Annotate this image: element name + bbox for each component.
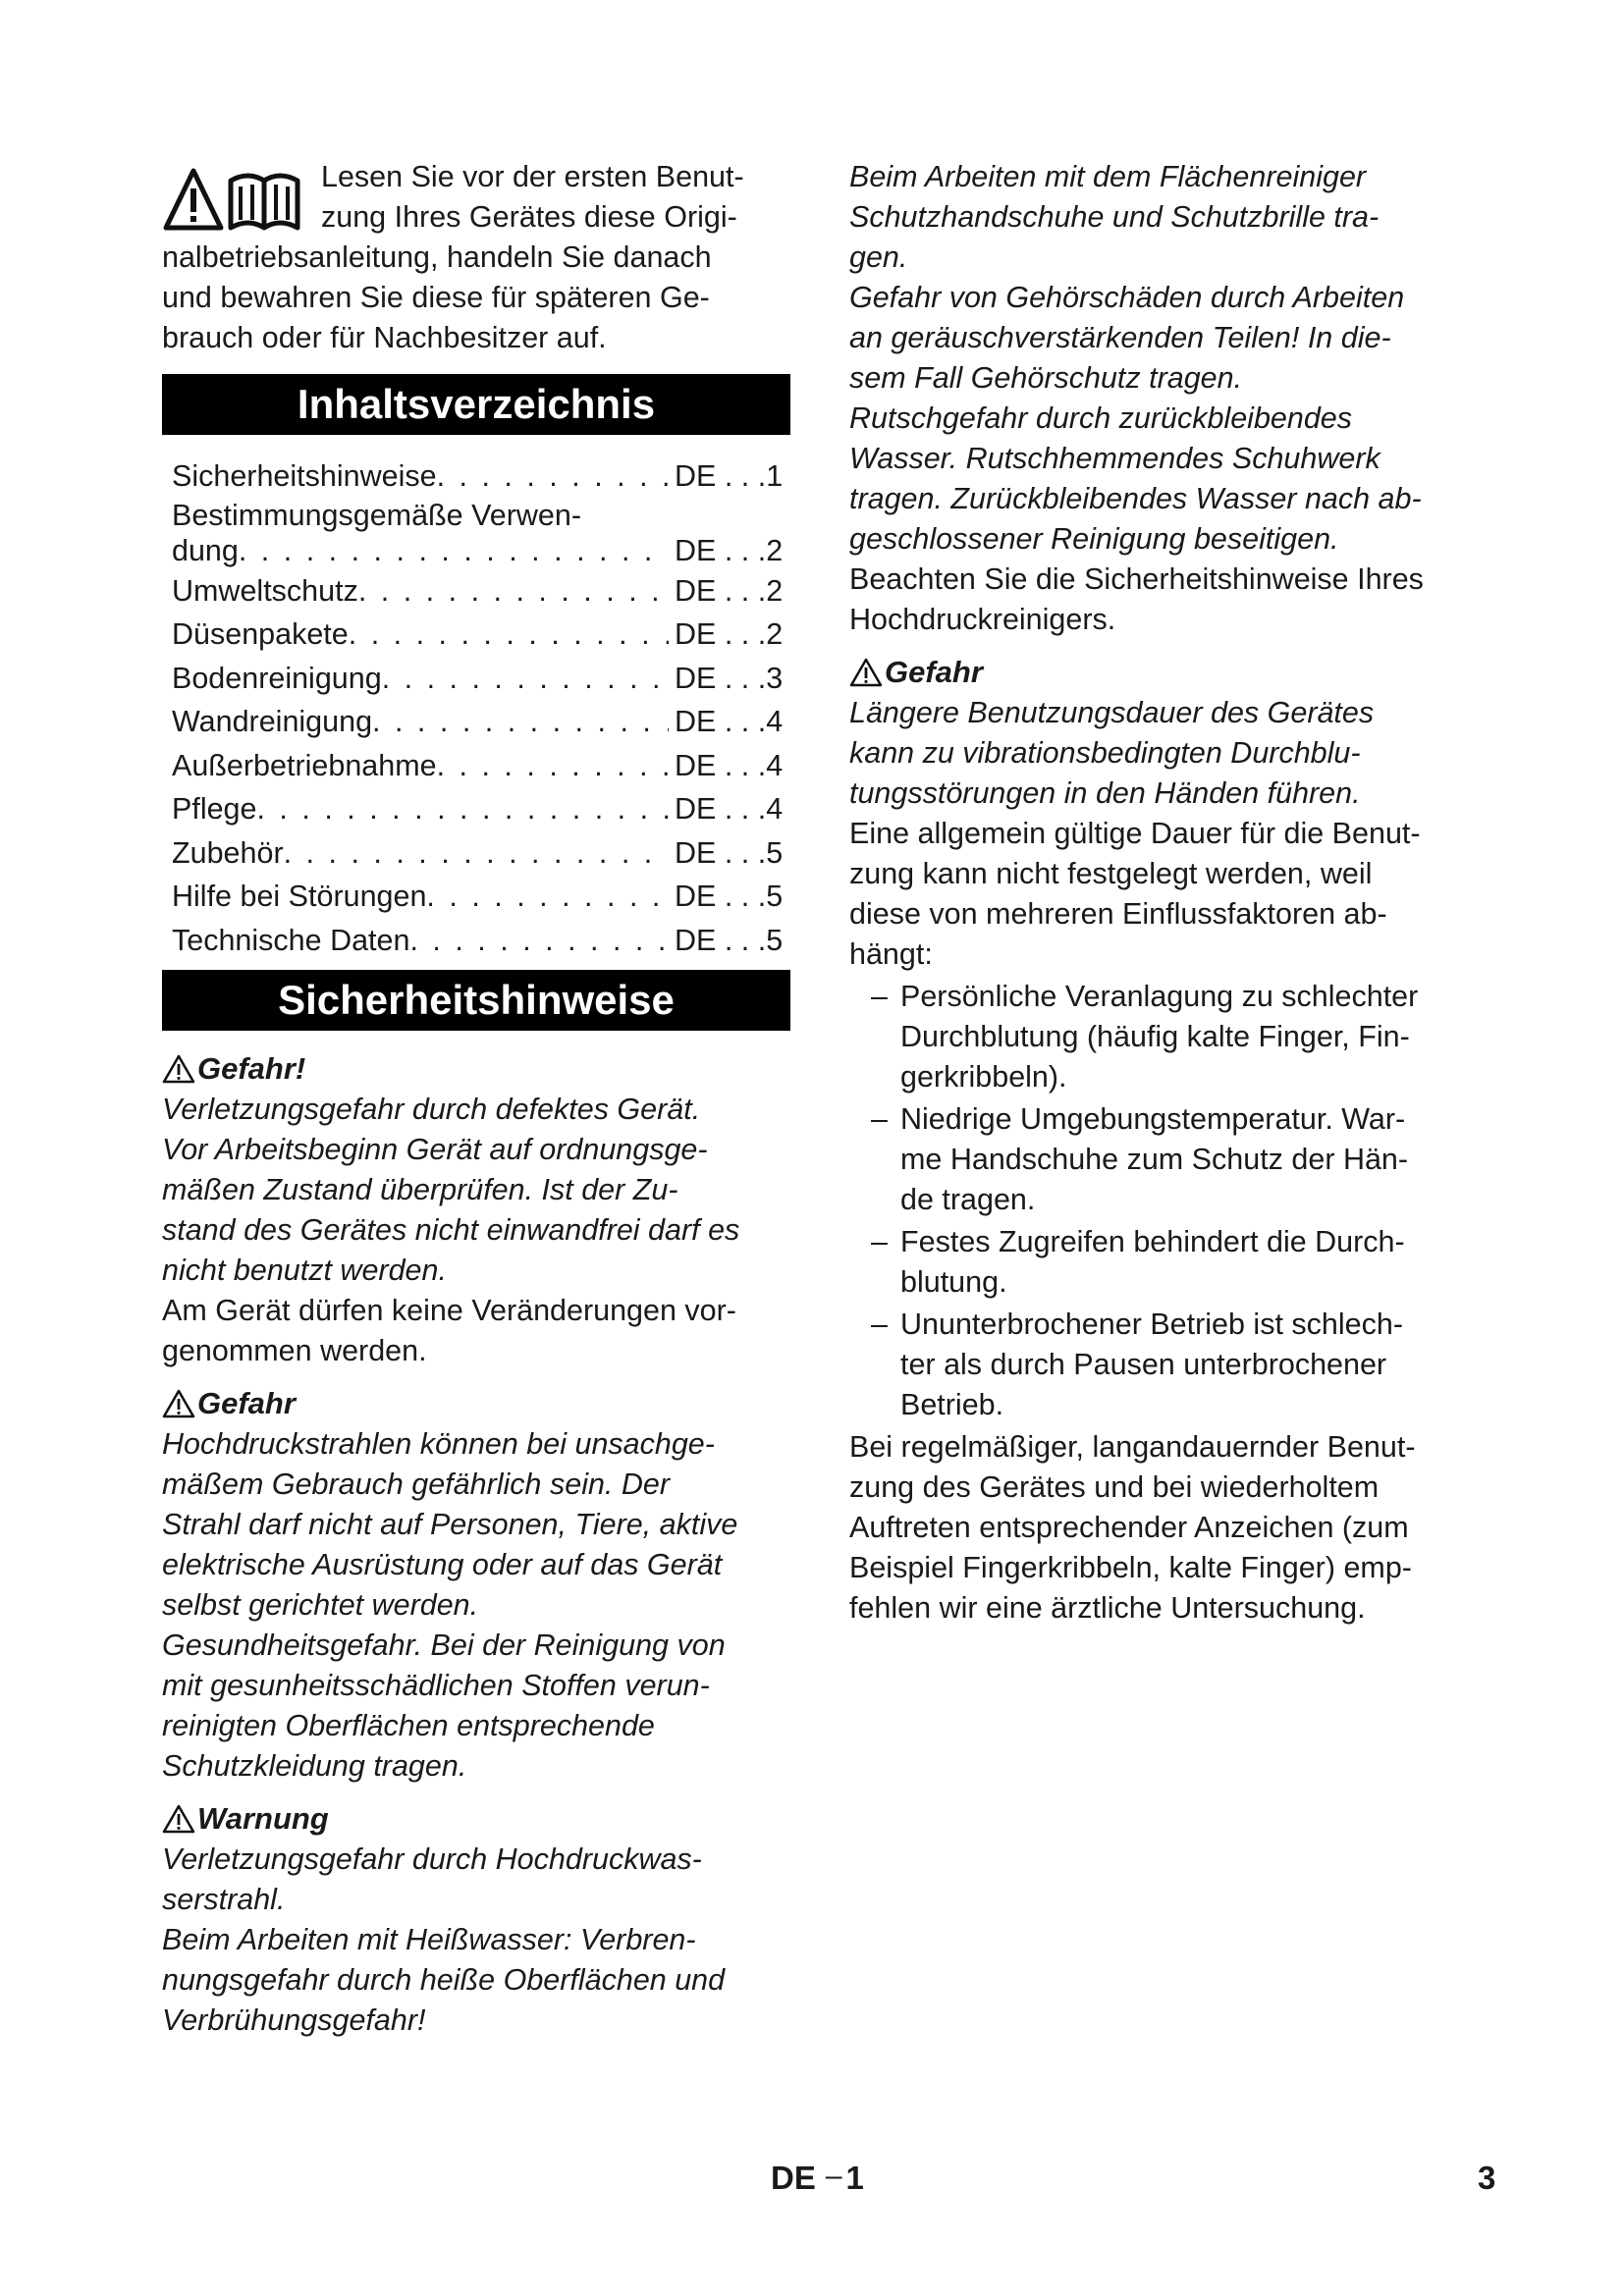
body-line: an geräuschverstärkenden Teilen! In die- [849, 321, 1391, 354]
toc-entry-label: Außerbetriebnahme [172, 748, 437, 782]
page-number: 3 [1478, 2160, 1496, 2196]
list-item-line: Betrieb. [900, 1388, 1004, 1421]
toc-entry[interactable] [172, 613, 790, 657]
body-line: genommen werden. [162, 1334, 427, 1367]
body-line: nungsgefahr durch heiße Oberflächen und [162, 1963, 726, 1997]
table-of-contents [172, 454, 790, 962]
toc-entry[interactable] [172, 499, 790, 569]
toc-entry[interactable] [172, 875, 790, 919]
toc-entry[interactable] [172, 919, 790, 963]
body-line: tragen. Zurückbleibendes Wasser nach ab- [849, 482, 1422, 515]
danger-heading-text: Gefahr! [197, 1051, 306, 1086]
list-item [849, 1222, 1478, 1303]
toc-leader [437, 454, 669, 499]
body-line: Auftreten entsprechender Anzeichen (zum [849, 1511, 1409, 1544]
toc-leader [358, 569, 669, 614]
toc-entry-page: DE . . .1 [675, 459, 784, 493]
section-dash: – [825, 2160, 842, 2192]
body-line: Beim Arbeiten mit dem Flächenreiniger [849, 160, 1367, 193]
intro-line: nalbetriebsanleitung, handeln Sie danach [162, 240, 712, 274]
body-line: elektrische Ausrüstung oder auf das Gerät [162, 1548, 723, 1581]
toc-leader [284, 831, 669, 876]
intro-line: Lesen Sie vor der ersten Benut- [321, 160, 744, 193]
body-line: tungsstörungen in den Händen führen. [849, 776, 1361, 810]
body-line: fehlen wir eine ärztliche Untersuchung. [849, 1591, 1366, 1625]
toc-entry-label: Umweltschutz [172, 573, 358, 608]
toc-entry-page: DE . . .3 [675, 661, 784, 695]
list-item-line: de tragen. [900, 1183, 1036, 1216]
toc-entry-label: Zubehör [172, 835, 284, 870]
body-line: Verletzungsgefahr durch Hochdruckwas- [162, 1842, 702, 1876]
body-line: stand des Gerätes nicht einwandfrei darf es [162, 1213, 740, 1247]
body-line: mäßem Gebrauch gefährlich sein. Der [162, 1468, 671, 1501]
body-line: Längere Benutzungsdauer des Gerätes [849, 696, 1375, 729]
danger-heading-text: Gefahr [885, 655, 983, 689]
body-line: Strahl darf nicht auf Personen, Tiere, aktive [162, 1508, 738, 1541]
body-line: reinigten Oberflächen entsprechende [162, 1709, 655, 1742]
toc-leader [382, 657, 669, 701]
warning-triangle-icon [162, 1804, 195, 1834]
toc-entry-label: Bodenreinigung [172, 661, 382, 695]
list-item-line: Durchblutung (häufig kalte Finger, Fin- [900, 1020, 1410, 1053]
body-line: kann zu vibrationsbedingten Durchblu- [849, 736, 1361, 770]
body-line: Schutzhandschuhe und Schutzbrille tra- [849, 200, 1380, 234]
body-line: Wasser. Rutschhemmendes Schuhwerk [849, 442, 1380, 475]
list-item-line: me Handschuhe zum Schutz der Hän- [900, 1143, 1409, 1176]
toc-leader [349, 613, 669, 657]
body-line: Eine allgemein gültige Dauer für die Benut- [849, 817, 1421, 850]
list-item-line: gerkribbeln). [900, 1060, 1067, 1094]
toc-entry-label: Hilfe bei Störungen [172, 880, 427, 913]
toc-entry-label: Pflege [172, 792, 257, 826]
body-line: mäßen Zustand überprüfen. Ist der Zu- [162, 1173, 678, 1206]
toc-entry[interactable] [172, 569, 790, 614]
intro-line: brauch oder für Nachbesitzer auf. [162, 321, 607, 354]
body-line: Verletzungsgefahr durch defektes Gerät. [162, 1093, 701, 1126]
body-line: zung kann nicht festgelegt werden, weil [849, 857, 1373, 890]
list-dash: – [871, 1102, 888, 1136]
list-item-line: blutung. [900, 1265, 1007, 1299]
toc-entry-page: DE . . .5 [675, 835, 784, 870]
body-line: Beim Arbeiten mit Heißwasser: Verbren- [162, 1923, 696, 1956]
toc-entry-page: DE . . .2 [675, 573, 784, 608]
list-dash: – [871, 1308, 888, 1341]
body-line: diese von mehreren Einflussfaktoren ab- [849, 897, 1387, 931]
section-page-reference [771, 2160, 864, 2197]
right-column [849, 157, 1478, 1629]
toc-entry[interactable] [172, 700, 790, 744]
toc-entry-page: DE . . .5 [675, 880, 784, 913]
body-line: Gefahr von Gehörschäden durch Arbeiten [849, 281, 1405, 314]
list-item [849, 977, 1478, 1097]
body-line: zung des Gerätes und bei wiederholtem [849, 1470, 1380, 1504]
warning-heading-text: Warnung [197, 1801, 329, 1836]
toc-entry-page: DE . . .4 [675, 792, 784, 826]
toc-entry[interactable] [172, 657, 790, 701]
body-line: Beachten Sie die Sicherheitshinweise Ihres [849, 562, 1424, 596]
list-dash: – [871, 980, 888, 1013]
warning-triangle-icon [162, 1389, 195, 1418]
list-item-line: Festes Zugreifen behindert die Durch- [900, 1225, 1405, 1258]
toc-entry[interactable] [172, 744, 790, 788]
body-line: Beispiel Fingerkribbeln, kalte Finger) emp- [849, 1551, 1412, 1584]
body-line: geschlossener Reinigung beseitigen. [849, 522, 1339, 556]
toc-entry[interactable] [172, 831, 790, 876]
danger-heading [162, 1383, 790, 1424]
intro-line: und bewahren Sie diese für späteren Ge- [162, 281, 710, 314]
warning-manual-icon [162, 167, 309, 236]
danger-heading [162, 1048, 790, 1090]
body-line: Vor Arbeitsbeginn Gerät auf ordnungsge- [162, 1133, 708, 1166]
body-line: serstrahl. [162, 1883, 286, 1916]
toc-leader [426, 875, 669, 919]
toc-leader [409, 919, 669, 963]
list-item [849, 1305, 1478, 1425]
body-line: Bei regelmäßiger, langandauernder Benut- [849, 1430, 1416, 1464]
body-line: Rutschgefahr durch zurückbleibendes [849, 401, 1353, 435]
toc-entry[interactable] [172, 454, 790, 499]
list-item-line: ter als durch Pausen unterbrochener [900, 1348, 1387, 1381]
list-item-line: Ununterbrochener Betrieb ist schlech- [900, 1308, 1403, 1341]
toc-entry-page: DE . . .4 [675, 748, 784, 782]
safety-heading: Sicherheitshinweise [162, 970, 790, 1031]
body-line: Verbrühungsgefahr! [162, 2003, 426, 2037]
toc-entry-label: Technische Daten [172, 923, 410, 957]
toc-entry-page: DE . . .2 [675, 533, 784, 567]
body-line: Am Gerät dürfen keine Veränderungen vor- [162, 1294, 736, 1327]
warning-heading [162, 1798, 790, 1840]
toc-heading: Inhaltsverzeichnis [162, 374, 790, 435]
section-page: 1 [845, 2160, 864, 2196]
list-item-line: Persönliche Veranlagung zu schlechter [900, 980, 1419, 1013]
body-line: Schutzkleidung tragen. [162, 1749, 467, 1783]
toc-entry[interactable] [172, 787, 790, 831]
body-line: sem Fall Gehörschutz tragen. [849, 361, 1243, 395]
toc-entry-label: Wandreinigung [172, 705, 373, 738]
toc-entry-page: DE . . .5 [675, 923, 784, 957]
body-line: Gesundheitsgefahr. Bei der Reinigung von [162, 1629, 726, 1662]
body-line: hängt: [849, 937, 933, 971]
toc-leader [239, 532, 669, 569]
list-item [849, 1099, 1478, 1220]
toc-entry-page: DE . . .2 [675, 617, 784, 651]
list-item-line: Niedrige Umgebungstemperatur. War- [900, 1102, 1406, 1136]
body-line: nicht benutzt werden. [162, 1254, 447, 1287]
toc-entry-label-continued: dung [172, 533, 239, 567]
toc-leader [372, 700, 669, 744]
toc-entry-page: DE . . .4 [675, 705, 784, 738]
intro-notice [162, 157, 790, 358]
section-code: DE [771, 2160, 816, 2196]
body-line: Hochdruckstrahlen können bei unsachge- [162, 1427, 715, 1461]
intro-line: zung Ihres Gerätes diese Origi- [321, 200, 737, 234]
danger-heading-text: Gefahr [197, 1386, 296, 1420]
factor-list [849, 977, 1478, 1425]
toc-entry-label: Sicherheitshinweise [172, 459, 437, 493]
body-line: Hochdruckreinigers. [849, 603, 1116, 636]
warning-triangle-icon [162, 1054, 195, 1084]
toc-leader [256, 787, 669, 831]
left-column [162, 157, 790, 2041]
toc-entry-label: Bestimmungsgemäße Verwen- [172, 498, 582, 532]
body-line: mit gesunheitsschädlichen Stoffen verun- [162, 1669, 710, 1702]
body-line: selbst gerichtet werden. [162, 1588, 479, 1622]
list-dash: – [871, 1225, 888, 1258]
toc-leader [437, 744, 669, 788]
warning-triangle-icon [849, 658, 883, 687]
toc-entry-label: Düsenpakete [172, 617, 349, 651]
body-line: gen. [849, 240, 908, 274]
danger-heading [849, 652, 1478, 693]
